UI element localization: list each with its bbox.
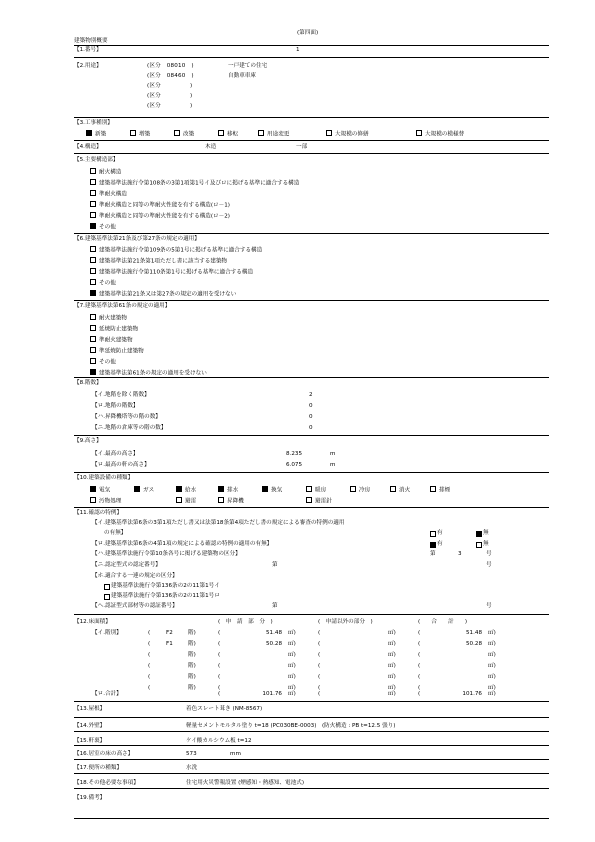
s5-label: 【5.主要構造部】 <box>74 157 119 163</box>
checkbox-label: 避雷 <box>185 498 197 505</box>
equipment-option[interactable] <box>176 486 196 494</box>
usage-code: (区分 ) <box>147 83 193 89</box>
checkbox-icon[interactable] <box>90 268 96 274</box>
paren-open: ( <box>218 674 221 680</box>
checkbox-icon[interactable] <box>218 130 224 136</box>
s12-floor-label: 【イ.階別】 <box>92 630 122 636</box>
s13-value: 着色スレート葺き (NM-8567) <box>186 706 263 712</box>
paren-open: ( <box>218 691 221 697</box>
construction-type-option[interactable] <box>86 130 106 138</box>
height-unit: m <box>330 451 336 457</box>
section-divider <box>74 435 549 436</box>
floor-count-label: 【イ.地階を除く階数】 <box>92 392 150 398</box>
equipment-option[interactable] <box>90 497 121 505</box>
s11-label: 【11.確認の特例】 <box>74 510 123 516</box>
paren-open: ( <box>218 641 221 647</box>
section-divider <box>74 472 549 473</box>
section-divider <box>74 773 549 774</box>
checkbox-icon[interactable] <box>218 486 224 492</box>
area-unit: ㎡) <box>388 691 396 697</box>
area-unit: ㎡) <box>288 691 296 697</box>
s7-label: 【7.建築基準法第61条の規定の適用】 <box>74 303 171 309</box>
checkbox-label: 耐火構造 <box>99 169 122 176</box>
area-unit: ㎡) <box>288 630 296 636</box>
s1-value: 1 <box>296 47 300 53</box>
checkbox-icon[interactable] <box>90 190 96 196</box>
checkbox-icon[interactable] <box>326 130 332 136</box>
article61-option[interactable] <box>90 336 133 344</box>
construction-type-option[interactable] <box>174 130 194 138</box>
equipment-option[interactable] <box>90 486 110 494</box>
checkbox-icon[interactable] <box>86 130 92 136</box>
main-structure-option[interactable] <box>90 223 116 231</box>
s17-label: 【17.便所の種類】 <box>74 765 123 771</box>
height-unit: m <box>330 462 336 468</box>
checkbox-icon[interactable] <box>174 130 180 136</box>
paren-open: ( <box>318 652 321 658</box>
checkbox-icon[interactable] <box>258 130 264 136</box>
s11-c-value: 3 <box>458 551 462 557</box>
paren-open: ( <box>418 674 421 680</box>
s16-value: 573 <box>186 751 197 757</box>
area-unit: ㎡) <box>488 691 496 697</box>
checkbox-icon[interactable] <box>90 347 96 353</box>
s11-a-yes-label: 有 <box>437 530 443 536</box>
checkbox-label: 新築 <box>95 131 107 138</box>
paren-open: ( <box>418 663 421 669</box>
checkbox-icon[interactable] <box>130 130 136 136</box>
area-unit: ㎡) <box>288 663 296 669</box>
s12-head-other: ( 申請以外の部分 ) <box>318 619 373 625</box>
s11-b-yes-checkbox[interactable] <box>430 542 436 548</box>
checkbox-label: 排水 <box>227 487 239 494</box>
s11-f-text: 【ヘ.認証型式部材等の認証番号】 <box>92 603 178 609</box>
checkbox-label: 昇降機 <box>227 498 244 505</box>
s11-f-mid: 第 <box>272 603 278 609</box>
s11-b-yes-label: 有 <box>437 541 443 547</box>
paren-open: ( <box>418 630 421 636</box>
main-structure-option[interactable] <box>90 201 230 209</box>
paren-open: ( <box>418 685 421 691</box>
checkbox-label: 延焼防止建築物 <box>99 326 139 333</box>
checkbox-label: 換気 <box>271 487 283 494</box>
floor-name: F2 <box>166 630 173 636</box>
article21-option[interactable] <box>90 268 253 276</box>
s4-partial: 一部 <box>296 144 308 150</box>
area-unit: ㎡) <box>388 641 396 647</box>
area-total-value: 101.76 <box>262 691 282 697</box>
checkbox-icon[interactable] <box>90 279 96 285</box>
checkbox-label: 大規模の模様替 <box>425 131 465 138</box>
area-unit: ㎡) <box>288 641 296 647</box>
checkbox-label: 消火 <box>399 487 411 494</box>
bottom-rule <box>74 818 549 819</box>
s8-label: 【8.階数】 <box>74 380 102 386</box>
article61-option[interactable] <box>90 358 116 366</box>
equipment-option[interactable] <box>390 486 410 494</box>
s16-unit: mm <box>230 751 241 757</box>
s4-label: 【4.構造】 <box>74 144 102 150</box>
s11-a-yes-checkbox[interactable] <box>430 531 436 537</box>
area-unit: ㎡) <box>488 674 496 680</box>
s18-label: 【18.その他必要な事項】 <box>74 780 139 786</box>
checkbox-label: 冷房 <box>359 487 371 494</box>
checkbox-icon[interactable] <box>90 497 96 503</box>
checkbox-label: 増築 <box>139 131 151 138</box>
checkbox-icon[interactable] <box>350 486 356 492</box>
s11-c-text: 【ハ.建築基準法施行令第10条各号に掲げる建築物の区分】 <box>92 551 241 557</box>
equipment-option[interactable] <box>218 486 238 494</box>
paren-open: ( <box>148 674 151 680</box>
area-unit: ㎡) <box>488 630 496 636</box>
paren-open: ( <box>418 652 421 658</box>
s6-label: 【6.建築基準法第21条及び第27条の規定の適用】 <box>74 236 200 242</box>
checkbox-label: 準耐火建築物 <box>99 337 133 344</box>
area-unit: ㎡) <box>488 685 496 691</box>
checkbox-label: 準延焼防止建築物 <box>99 348 144 355</box>
checkbox-label: 大規模の修繕 <box>335 131 369 138</box>
checkbox-icon[interactable] <box>90 336 96 342</box>
checkbox-icon[interactable] <box>306 497 312 503</box>
doc-subtitle: 建築物別概要 <box>74 38 108 44</box>
construction-type-option[interactable] <box>130 130 150 138</box>
floor-count-value: 2 <box>309 392 313 398</box>
s11-d-mid: 第 <box>272 562 278 568</box>
floor-suffix: 階) <box>188 663 196 669</box>
construction-type-option[interactable] <box>326 130 369 138</box>
floor-suffix: 階) <box>188 630 196 636</box>
s10-label: 【10.建築設備の種類】 <box>74 475 134 481</box>
s13-label: 【13.屋根】 <box>74 706 106 712</box>
s11-a-no-label: 無 <box>483 530 489 536</box>
paren-open: ( <box>318 641 321 647</box>
area-unit: ㎡) <box>288 685 296 691</box>
checkbox-label: 建築基準法施行令第110条第1号に掲げる基準に適合する構造 <box>99 269 254 276</box>
area-value: 50.28 <box>265 641 282 647</box>
s14-value: 軽量セメントモルタル塗り t=18 (PC030BE-0003) (防火構造 : PB t=12.5 張り) <box>186 723 396 729</box>
paren-open: ( <box>148 630 151 636</box>
checkbox-label: 建築基準法第61条の規定の適用を受けない <box>99 370 207 377</box>
floor-name: F1 <box>166 641 173 647</box>
s16-label: 【16.居室の床の高さ】 <box>74 751 134 757</box>
floor-count-label: 【ニ.地階の倉庫等の階の数】 <box>92 425 167 431</box>
paren-open: ( <box>148 663 151 669</box>
usage-name: 自動車車庫 <box>228 73 256 79</box>
checkbox-icon[interactable] <box>176 497 182 503</box>
checkbox-icon[interactable] <box>430 486 436 492</box>
section-divider <box>74 377 549 378</box>
s12-total-label: 【ロ.合計】 <box>92 691 122 697</box>
paren-open: ( <box>418 641 421 647</box>
article61-option[interactable] <box>90 369 207 377</box>
checkbox-icon[interactable] <box>176 486 182 492</box>
checkbox-icon[interactable] <box>306 486 312 492</box>
s9-label: 【9.高さ】 <box>74 438 102 444</box>
area-unit: ㎡) <box>388 630 396 636</box>
checkbox-label: 暖房 <box>315 487 327 494</box>
s11-a-no-checkbox[interactable] <box>476 531 482 537</box>
main-structure-option[interactable] <box>90 190 127 198</box>
section-divider <box>74 701 549 702</box>
usage-code: (区分 08010 ) <box>147 63 194 69</box>
construction-type-option[interactable] <box>258 130 289 138</box>
area-value: 51.48 <box>265 630 282 636</box>
paren-open: ( <box>148 685 151 691</box>
s14-label: 【14.外壁】 <box>74 723 106 729</box>
section-divider <box>74 233 549 234</box>
paren-open: ( <box>218 630 221 636</box>
usage-code: (区分 08460 ) <box>147 73 194 79</box>
checkbox-label: ガス <box>143 487 155 494</box>
main-structure-option[interactable] <box>90 212 230 220</box>
main-structure-option[interactable] <box>90 179 299 187</box>
s2-label: 【2.用途】 <box>74 63 102 69</box>
floor-count-value: 0 <box>309 425 313 431</box>
s11-b-no-label: 無 <box>483 541 489 547</box>
checkbox-label: 排煙 <box>439 487 451 494</box>
area-unit: ㎡) <box>388 685 396 691</box>
top-rule <box>74 45 549 46</box>
s11-a-text2: の有無】 <box>104 530 127 536</box>
s3-label: 【3.工事種別】 <box>74 120 113 126</box>
area-total-value: 101.76 <box>462 691 482 697</box>
checkbox-label: 耐火建築物 <box>99 315 127 322</box>
checkbox-icon[interactable] <box>90 486 96 492</box>
floor-suffix: 階) <box>188 641 196 647</box>
checkbox-icon[interactable] <box>390 486 396 492</box>
paren-open: ( <box>318 663 321 669</box>
equipment-option[interactable] <box>262 486 282 494</box>
s11-e1-checkbox[interactable] <box>104 584 110 590</box>
section-divider <box>74 153 549 154</box>
construction-type-option[interactable] <box>218 130 238 138</box>
s11-a-text: 【イ.建築基準法第6条の3第1項ただし書又は法第18条第4項ただし書の規定による審査の特例の適用 <box>92 520 345 526</box>
section-divider <box>74 140 549 141</box>
checkbox-icon[interactable] <box>262 486 268 492</box>
height-label: 【イ.最高の高さ】 <box>92 451 139 457</box>
paren-open: ( <box>418 691 421 697</box>
area-unit: ㎡) <box>388 663 396 669</box>
s11-c-prefix: 第 <box>430 551 436 557</box>
section-divider <box>74 57 549 58</box>
section-divider <box>74 788 549 789</box>
checkbox-label: 準耐火構造 <box>99 191 127 198</box>
s1-label: 【1.番号】 <box>74 47 102 53</box>
equipment-option[interactable] <box>176 497 196 505</box>
floor-count-label: 【ハ.昇降機塔等の階の数】 <box>92 414 161 420</box>
article21-option[interactable] <box>90 257 227 265</box>
area-unit: ㎡) <box>288 652 296 658</box>
checkbox-icon[interactable] <box>90 212 96 218</box>
checkbox-label: 準耐火構造と同等の準耐火性能を有する構造(ロ－1) <box>99 202 230 209</box>
checkbox-icon[interactable] <box>90 223 96 229</box>
section-divider <box>74 117 549 118</box>
s11-e2-label: 建築基準法施行令第136条の2の11第1号ロ <box>111 593 220 599</box>
section-divider <box>74 614 549 615</box>
paren-open: ( <box>148 652 151 658</box>
checkbox-icon[interactable] <box>416 130 422 136</box>
s12-label: 【12.床面積】 <box>74 619 111 625</box>
checkbox-label: 避雷針 <box>315 498 332 505</box>
checkbox-icon[interactable] <box>90 314 96 320</box>
checkbox-icon[interactable] <box>218 497 224 503</box>
area-unit: ㎡) <box>488 641 496 647</box>
floor-suffix: 階) <box>188 685 196 691</box>
article61-option[interactable] <box>90 325 138 333</box>
s11-e-text: 【ホ.適合する一連の規定の区分】 <box>92 573 178 579</box>
section-divider <box>74 717 549 718</box>
checkbox-icon[interactable] <box>90 358 96 364</box>
s17-value: 水洗 <box>186 765 198 771</box>
article21-option[interactable] <box>90 290 236 298</box>
checkbox-icon[interactable] <box>90 179 96 185</box>
usage-name: 一戸建ての住宅 <box>228 63 268 69</box>
area-unit: ㎡) <box>488 663 496 669</box>
checkbox-label: その他 <box>99 224 116 231</box>
s11-d-text: 【ニ.認定型式の認定番号】 <box>92 562 161 568</box>
section-divider <box>74 507 549 508</box>
checkbox-label: その他 <box>99 280 116 287</box>
equipment-option[interactable] <box>350 486 370 494</box>
area-unit: ㎡) <box>388 674 396 680</box>
floor-count-value: 0 <box>309 403 313 409</box>
checkbox-label: その他 <box>99 359 116 366</box>
section-divider <box>74 745 549 746</box>
equipment-option[interactable] <box>306 486 326 494</box>
checkbox-label: 用途変更 <box>267 131 290 138</box>
area-unit: ㎡) <box>388 652 396 658</box>
main-structure-option[interactable] <box>90 168 121 176</box>
height-value: 8.235 <box>286 451 303 457</box>
floor-suffix: 階) <box>188 652 196 658</box>
checkbox-label: 汚物処理 <box>99 498 122 505</box>
equipment-option[interactable] <box>306 497 332 505</box>
section-divider <box>74 300 549 301</box>
paren-open: ( <box>218 685 221 691</box>
s15-label: 【15.軒裏】 <box>74 738 106 744</box>
checkbox-label: 移転 <box>227 131 239 138</box>
paren-open: ( <box>218 652 221 658</box>
paren-open: ( <box>218 663 221 669</box>
floor-count-label: 【ロ.地階の階数】 <box>92 403 139 409</box>
checkbox-icon[interactable] <box>90 168 96 174</box>
article61-option[interactable] <box>90 347 144 355</box>
paren-open: ( <box>318 691 321 697</box>
height-label: 【ロ.最高の軒の高さ】 <box>92 462 150 468</box>
checkbox-label: 電気 <box>99 487 111 494</box>
checkbox-label: 建築基準法施行令第109条の5第1号に掲げる基準に適合する構造 <box>99 247 263 254</box>
area-value: 50.28 <box>465 641 482 647</box>
area-unit: ㎡) <box>488 652 496 658</box>
checkbox-icon[interactable] <box>90 325 96 331</box>
paren-open: ( <box>318 630 321 636</box>
checkbox-icon[interactable] <box>90 257 96 263</box>
paren-open: ( <box>318 685 321 691</box>
checkbox-label: 建築基準法第21条又は第27条の規定の適用を受けない <box>99 291 237 298</box>
s12-head-total: ( 合 計 ) <box>418 619 468 625</box>
usage-code: (区分 ) <box>147 93 193 99</box>
section-divider <box>74 731 549 732</box>
s15-value: ケイ酸カルシウム板 t=12 <box>186 738 252 744</box>
s11-c-suffix: 号 <box>486 551 492 557</box>
checkbox-icon[interactable] <box>90 201 96 207</box>
checkbox-label: 給水 <box>185 487 197 494</box>
height-value: 6.075 <box>286 462 303 468</box>
s4-structure: 木造 <box>205 144 217 150</box>
article61-option[interactable] <box>90 314 127 322</box>
usage-code: (区分 ) <box>147 103 193 109</box>
s19-label: 【19.備考】 <box>74 795 106 801</box>
s11-e2-checkbox[interactable] <box>104 594 110 600</box>
area-unit: ㎡) <box>288 674 296 680</box>
checkbox-icon[interactable] <box>134 486 140 492</box>
paren-open: ( <box>318 674 321 680</box>
checkbox-icon[interactable] <box>90 290 96 296</box>
floor-count-value: 0 <box>309 414 313 420</box>
s11-d-end: 号 <box>486 562 492 568</box>
s11-e1-label: 建築基準法施行令第136条の2の11第1号イ <box>111 583 220 589</box>
page-title: (第四面) <box>297 30 319 36</box>
checkbox-label: 準耐火構造と同等の準耐火性能を有する構造(ロ－2) <box>99 213 230 220</box>
checkbox-icon[interactable] <box>90 246 96 252</box>
equipment-option[interactable] <box>218 497 244 505</box>
checkbox-label: 建築基準法第21条第1項ただし書に該当する建築物 <box>99 258 228 265</box>
s11-f-end: 号 <box>486 603 492 609</box>
floor-suffix: 階) <box>188 674 196 680</box>
construction-type-option[interactable] <box>416 130 464 138</box>
equipment-option[interactable] <box>430 486 450 494</box>
section-divider <box>74 759 549 760</box>
checkbox-label: 建築基準法施行令第108条の3第1項第1号イ及びロに掲げる基準に適合する構造 <box>99 180 300 187</box>
paren-open: ( <box>148 641 151 647</box>
s11-b-no-checkbox[interactable] <box>476 542 482 548</box>
article21-option[interactable] <box>90 279 116 287</box>
area-value: 51.48 <box>465 630 482 636</box>
checkbox-label: 改築 <box>183 131 195 138</box>
article21-option[interactable] <box>90 246 262 254</box>
checkbox-icon[interactable] <box>90 369 96 375</box>
s12-head-applied: ( 申 請 部 分 ) <box>218 619 273 625</box>
s11-b-text: 【ロ.建築基準法第6条の4第1項の規定による確認の特例の適用の有無】 <box>92 541 273 547</box>
equipment-option[interactable] <box>134 486 154 494</box>
s18-value: 住宅用火災警報設置 (煙感知・熱感知、電池式) <box>186 780 305 786</box>
